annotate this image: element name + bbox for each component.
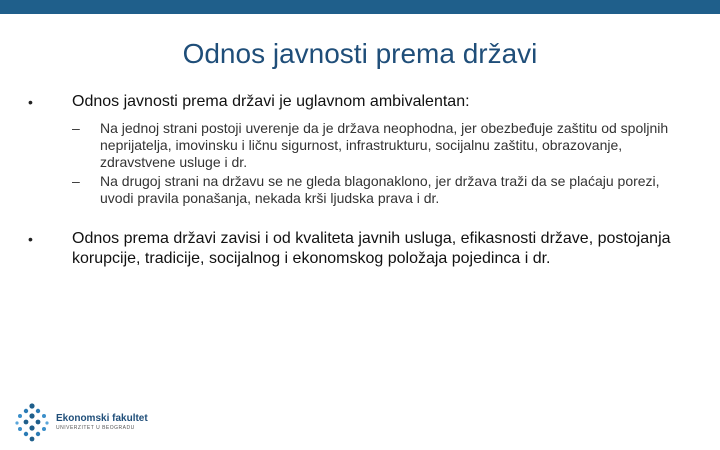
slide-content xyxy=(28,92,688,269)
slide-title: Odnos javnosti prema državi xyxy=(182,38,538,69)
sub-bullet-item xyxy=(72,120,688,171)
dash-marker: – xyxy=(72,173,80,189)
dash-marker: – xyxy=(72,120,80,136)
logo-subtitle: UNIVERZITET U BEOGRADU xyxy=(56,424,135,431)
logo-name: Ekonomski fakultet xyxy=(56,412,148,424)
footer-logo xyxy=(14,402,148,442)
dots-logo-icon xyxy=(14,402,50,442)
sub-bullet-list xyxy=(72,120,688,207)
top-accent-bar xyxy=(0,0,720,14)
sub-bullet-item xyxy=(72,173,688,207)
sub-bullet-text: Na jednoj strani postoji uverenje da je država neophodna, jer obezbeđuje zaštitu od spoljnih neprijatelja, imovinsku i ličnu sigurnost, infrastrukturu, socijalnu zaštitu, obrazovanje, zdravstvene usluge i dr. xyxy=(100,120,669,170)
bullet-item xyxy=(28,92,688,112)
sub-bullet-text: Na drugoj strani na državu se ne gleda blagonaklono, jer država traži da se plaćaju porezi, uvodi pravila ponašanja, nekada krši ljudska prava i dr. xyxy=(100,173,660,206)
bullet-marker: • xyxy=(28,231,33,247)
bullet-item xyxy=(28,229,688,269)
bullet-marker: • xyxy=(28,94,33,110)
bullet-text: Odnos javnosti prema državi je uglavnom ambivalentan: xyxy=(72,93,470,110)
bullet-text: Odnos prema državi zavisi i od kvaliteta javnih usluga, efikasnosti države, postojanja korupcije, tradicije, socijalnog i ekonomskog položaja pojedinca i dr. xyxy=(72,230,671,267)
logo-text xyxy=(56,413,148,432)
